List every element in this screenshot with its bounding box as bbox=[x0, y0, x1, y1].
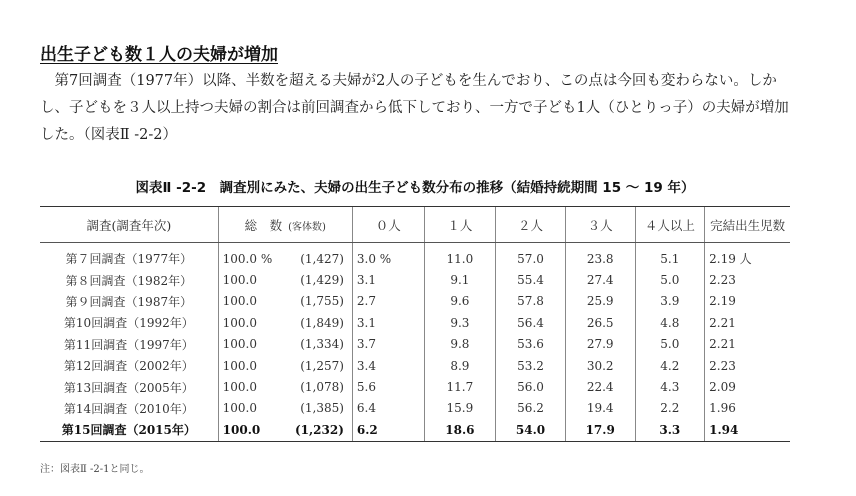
cell-survey: 第８回調査（1982年） bbox=[65, 273, 193, 288]
cell-completed: 1.94 bbox=[705, 419, 790, 441]
cell-total bbox=[218, 376, 352, 397]
cell-2: 56.4 bbox=[496, 312, 566, 333]
cell-total bbox=[218, 334, 352, 355]
cell-2: 55.4 bbox=[496, 269, 566, 290]
cell-total bbox=[218, 312, 352, 333]
cell-survey: 第10回調査（1992年） bbox=[63, 316, 194, 331]
table-caption: 図表Ⅱ -2-2 調査別にみた、夫婦の出生子ども数分布の推移（結婚持続期間 15 ～ 19 年） bbox=[135, 180, 695, 196]
cell-total bbox=[218, 243, 352, 270]
cell-4plus: 5.0 bbox=[635, 334, 705, 355]
cell-3: 23.8 bbox=[565, 243, 635, 270]
cell-survey: 第14回調査（2010年） bbox=[63, 401, 194, 416]
cell-count: (1,429) bbox=[300, 273, 344, 288]
cell-count: (1,849) bbox=[300, 315, 344, 330]
cell-1: 11.0 bbox=[424, 243, 496, 270]
body-paragraph: 第7回調査（1977年）以降、半数を超える夫婦が2人の子どもを生んでおり、この点は今回も変わらない。しかし、子どもを３人以上持つ夫婦の割合は前回調査から低下しており、一方で子ども1人（ひとりっ子）の夫婦が増加した。（図表Ⅱ -2-2） bbox=[40, 73, 789, 143]
cell-3: 26.5 bbox=[565, 312, 635, 333]
cell-total-value: 100.0 bbox=[222, 315, 258, 330]
cell-0: 3.0 % bbox=[352, 243, 424, 270]
cell-completed: 2.21 bbox=[705, 334, 790, 355]
cell-2: 53.2 bbox=[496, 355, 566, 376]
table-row bbox=[40, 398, 790, 419]
cell-0: 2.7 bbox=[352, 291, 424, 312]
cell-4plus: 2.2 bbox=[635, 398, 705, 419]
cell-total bbox=[218, 355, 352, 376]
table-header-row bbox=[40, 207, 790, 243]
cell-total bbox=[218, 398, 352, 419]
table-row bbox=[40, 243, 790, 270]
cell-2: 57.8 bbox=[496, 291, 566, 312]
cell-3: 30.2 bbox=[565, 355, 635, 376]
header-count-label: (客体数) bbox=[288, 221, 326, 233]
cell-total-value: 100.0 bbox=[222, 294, 258, 309]
table-row bbox=[40, 419, 790, 441]
cell-1: 9.8 bbox=[424, 334, 496, 355]
cell-0: 3.1 bbox=[352, 312, 424, 333]
table-body bbox=[40, 243, 790, 442]
cell-4plus: 4.2 bbox=[635, 355, 705, 376]
cell-1: 18.6 bbox=[424, 419, 496, 441]
header-completed-births: 完結出生児数 bbox=[705, 207, 790, 243]
footnote: 注：図表Ⅱ -2-1と同じ。 bbox=[40, 464, 150, 475]
cell-3: 27.9 bbox=[565, 334, 635, 355]
cell-4plus: 3.9 bbox=[635, 291, 705, 312]
table-row bbox=[40, 312, 790, 333]
cell-survey: 第７回調査（1977年） bbox=[65, 252, 193, 267]
cell-2: 57.0 bbox=[496, 243, 566, 270]
cell-total-value: 100.0 bbox=[222, 380, 258, 395]
cell-survey: 第11回調査（1997年） bbox=[63, 337, 194, 352]
cell-0: 3.7 bbox=[352, 334, 424, 355]
table-row bbox=[40, 291, 790, 312]
cell-1: 15.9 bbox=[424, 398, 496, 419]
cell-0: 3.1 bbox=[352, 269, 424, 290]
cell-count: (1,385) bbox=[300, 401, 344, 416]
cell-4plus: 5.0 bbox=[635, 269, 705, 290]
cell-3: 27.4 bbox=[565, 269, 635, 290]
cell-completed: 2.21 bbox=[705, 312, 790, 333]
cell-completed: 2.19 人 bbox=[705, 243, 790, 270]
header-2: ２人 bbox=[496, 207, 566, 243]
cell-0: 6.4 bbox=[352, 398, 424, 419]
cell-4plus: 5.1 bbox=[635, 243, 705, 270]
cell-4plus: 4.8 bbox=[635, 312, 705, 333]
table-row bbox=[40, 355, 790, 376]
cell-count: (1,755) bbox=[300, 294, 344, 309]
section-heading: 出生子ども数１人の夫婦が増加 bbox=[40, 45, 278, 65]
cell-completed: 2.09 bbox=[705, 376, 790, 397]
cell-0: 3.4 bbox=[352, 355, 424, 376]
cell-1: 9.6 bbox=[424, 291, 496, 312]
cell-total-value: 100.0 bbox=[222, 422, 261, 437]
cell-count: (1,427) bbox=[300, 251, 344, 266]
cell-1: 9.3 bbox=[424, 312, 496, 333]
birth-distribution-table bbox=[40, 206, 790, 442]
cell-completed: 2.23 bbox=[705, 269, 790, 290]
cell-total bbox=[218, 419, 352, 441]
cell-3: 22.4 bbox=[565, 376, 635, 397]
cell-3: 19.4 bbox=[565, 398, 635, 419]
header-survey: 調査(調査年次) bbox=[40, 207, 218, 243]
cell-count: (1,078) bbox=[300, 380, 344, 395]
cell-1: 11.7 bbox=[424, 376, 496, 397]
cell-3: 25.9 bbox=[565, 291, 635, 312]
cell-total bbox=[218, 291, 352, 312]
header-1: １人 bbox=[424, 207, 496, 243]
cell-completed: 1.96 bbox=[705, 398, 790, 419]
cell-count: (1,232) bbox=[294, 422, 344, 437]
cell-1: 8.9 bbox=[424, 355, 496, 376]
cell-survey: 第15回調査（2015年） bbox=[40, 419, 218, 441]
cell-2: 56.2 bbox=[496, 398, 566, 419]
header-3: ３人 bbox=[565, 207, 635, 243]
cell-total-value: 100.0 bbox=[222, 337, 258, 352]
header-total bbox=[218, 207, 352, 243]
header-total-label: 総 数 bbox=[244, 217, 283, 233]
cell-total-value: 100.0 bbox=[222, 273, 258, 288]
cell-4plus: 3.3 bbox=[635, 419, 705, 441]
cell-total bbox=[218, 269, 352, 290]
cell-2: 54.0 bbox=[496, 419, 566, 441]
table-row bbox=[40, 269, 790, 290]
table-row bbox=[40, 334, 790, 355]
table-row bbox=[40, 376, 790, 397]
cell-survey: 第12回調査（2002年） bbox=[63, 359, 194, 374]
cell-2: 53.6 bbox=[496, 334, 566, 355]
cell-4plus: 4.3 bbox=[635, 376, 705, 397]
cell-1: 9.1 bbox=[424, 269, 496, 290]
cell-survey: 第13回調査（2005年） bbox=[63, 380, 194, 395]
cell-total-value: 100.0 % bbox=[222, 251, 273, 266]
header-0: ０人 bbox=[352, 207, 424, 243]
cell-0: 6.2 bbox=[352, 419, 424, 441]
cell-count: (1,334) bbox=[300, 337, 344, 352]
cell-count: (1,257) bbox=[300, 358, 344, 373]
cell-completed: 2.19 bbox=[705, 291, 790, 312]
cell-completed: 2.23 bbox=[705, 355, 790, 376]
cell-total-value: 100.0 bbox=[222, 358, 258, 373]
header-4plus: ４人以上 bbox=[635, 207, 705, 243]
cell-survey: 第９回調査（1987年） bbox=[65, 294, 193, 309]
cell-0: 5.6 bbox=[352, 376, 424, 397]
cell-3: 17.9 bbox=[565, 419, 635, 441]
cell-2: 56.0 bbox=[496, 376, 566, 397]
cell-total-value: 100.0 bbox=[222, 401, 258, 416]
